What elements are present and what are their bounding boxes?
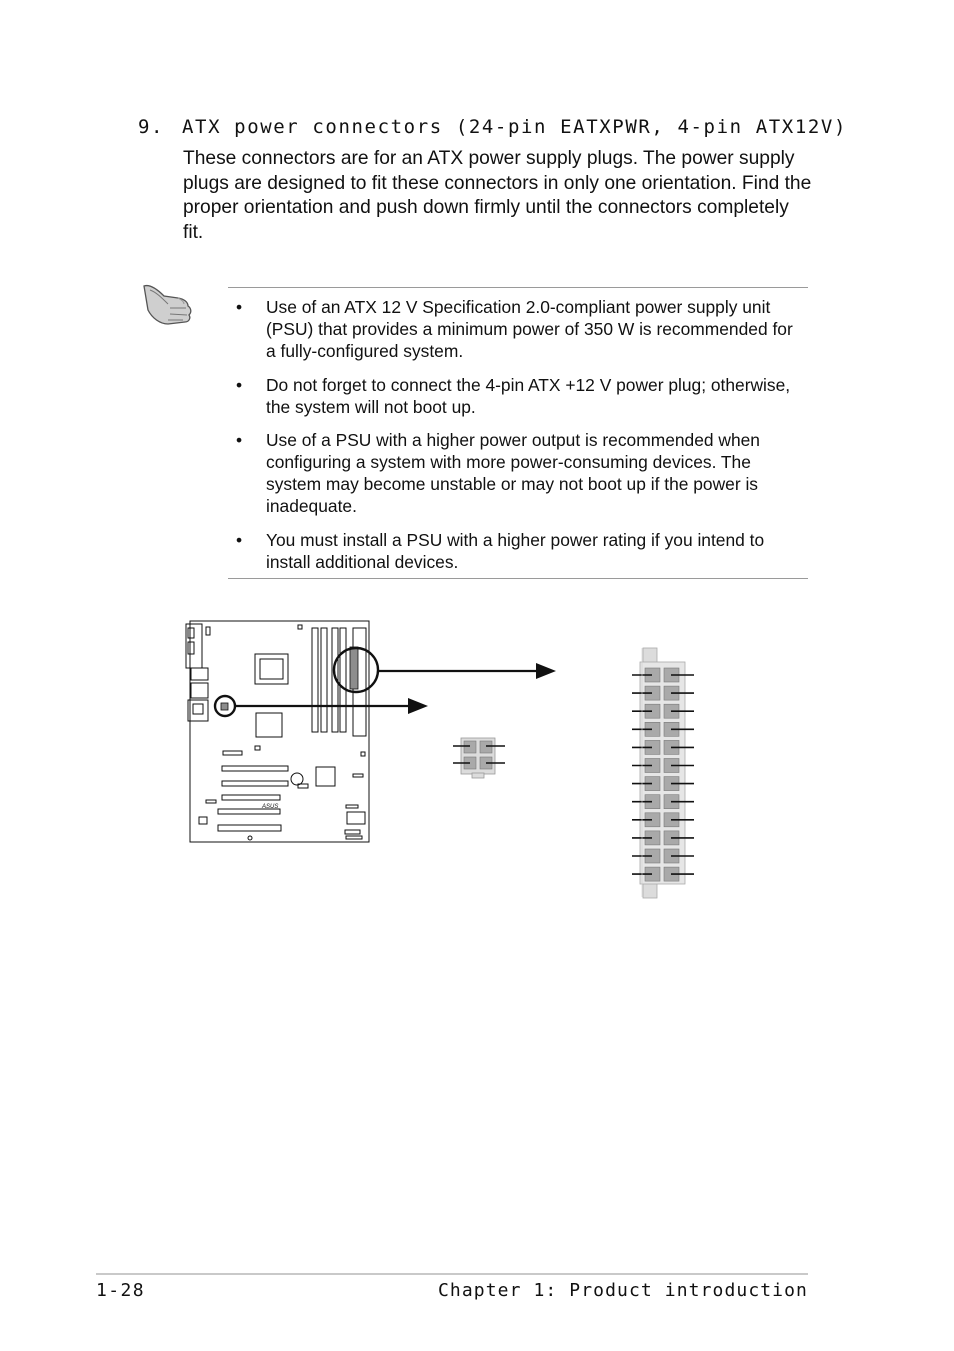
note-item-text: Do not forget to connect the 4-pin ATX +12 V power plug; otherwise, the system will not boot up. — [266, 374, 791, 417]
bullet: • — [236, 374, 243, 395]
footer-rule — [96, 1273, 808, 1275]
section-number: 9. — [138, 116, 165, 138]
intro-paragraph: These connectors are for an ATX power supply plugs. The power supply plugs are designed to fit these connectors in only one orientation. Find the proper orientation and push down firmly until the connectors completely fit. — [183, 148, 812, 243]
note-item-text: Use of an ATX 12 V Specification 2.0-compliant power supply unit (PSU) that provides a minimum power of 350 W is recommended for a fully-configured system. — [266, 297, 793, 361]
note-item-text: You must install a PSU with a higher power rating if you intend to install additional devices. — [266, 529, 765, 572]
note-item — [236, 374, 796, 418]
note-item — [236, 529, 796, 573]
callout-arrow-24pin — [378, 663, 556, 679]
note-list — [236, 296, 796, 584]
board-logo: ASUS — [262, 804, 279, 810]
bullet: • — [236, 430, 243, 450]
chapter-title: Chapter 1: Product introduction — [437, 1280, 808, 1301]
note-item — [236, 296, 796, 362]
power-connector-figure — [0, 600, 954, 920]
note-item — [236, 429, 796, 517]
atx12v-4pin-connector — [453, 738, 505, 778]
bullet: • — [236, 297, 243, 317]
section-heading — [138, 116, 847, 138]
pointing-hand-icon — [138, 282, 196, 328]
bullet: • — [236, 529, 243, 550]
note-bottom-rule — [228, 578, 808, 579]
board-24pin-highlight — [350, 647, 358, 689]
section-title: ATX power connectors (24-pin EATXPWR, 4-pin ATX12V) — [182, 116, 847, 138]
note-item-text: Use of a PSU with a higher power output is recommended when configuring a system with more power-consuming devices. The system may become unstable or may not boot up if the power is inadequate. — [266, 430, 760, 516]
page-number: 1-28 — [96, 1280, 145, 1301]
note-top-rule — [228, 287, 808, 288]
board-4pin-highlight — [221, 703, 228, 710]
